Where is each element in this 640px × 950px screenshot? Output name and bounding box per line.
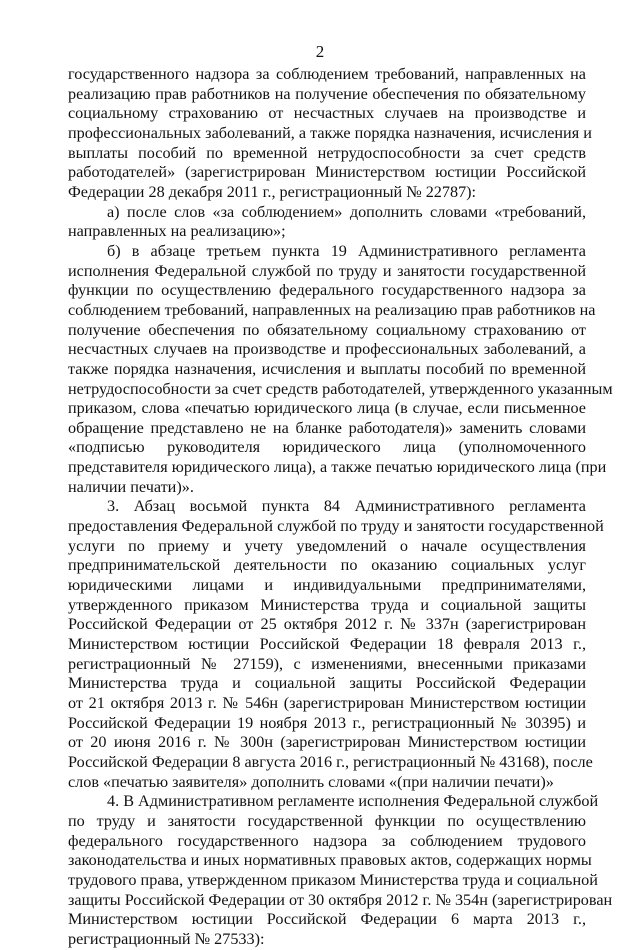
text-line: 3. Абзац восьмой пункта 84 Административного регламента [107,497,586,516]
text-line: услуги по приему и учету уведомлений о начале осуществления [68,536,586,555]
paragraph [68,203,586,242]
text-line: приказом, слова «печатью юридического лица (в случае, если письменное [68,399,586,418]
text-line: слов «печатью заявителя» дополнить словами «(при наличии печати)» [68,772,554,791]
text-line: реализацию прав работников на получение обеспечения по обязательному [68,84,586,103]
text-line: по труду и занятости государственной функции по осуществлению [68,811,586,830]
text-line: функции по осуществлению федерального государственного надзора за [68,281,586,300]
text-line: утвержденного приказом Министерства труда и социальной защиты [68,595,586,614]
text-line: выплаты пособий по временной нетрудоспособности за счет средств [68,143,586,162]
text-line: получение обеспечения по обязательному социальному страхованию от [68,320,586,339]
text-line: направленных на реализацию»; [68,222,286,241]
text-line: представителя юридического лица), а также печатью юридического лица (при [68,458,607,477]
text-line: Российской Федерации от 25 октября 2012 г. № 337н (зарегистрирован [68,615,586,634]
paragraph [68,497,604,792]
text-line: федерального государственного надзора за соблюдением трудового [68,831,586,850]
text-line: Российской Федерации 8 августа 2016 г., регистрационный № 43168), после [68,752,593,771]
text-line: от 20 июня 2016 г. № 300н (зарегистрирован Министерством юстиции [68,733,586,752]
text-line: регистрационный № 27533): [68,929,265,948]
text-line: трудового права, утвержденном приказом Министерства труда и социальной [68,870,598,889]
paragraph [68,65,592,203]
text-line: защиты Российской Федерации от 30 октября 2012 г. № 354н (зарегистрирован [68,890,613,909]
text-line: обращение представлено не на бланке работодателя)» заменить словами [68,418,586,437]
text-line: «подписью руководителя юридического лица (уполномоченного [68,438,586,457]
text-line: 4. В Административном регламенте исполнения Федеральной службой [107,792,599,811]
text-line: исполнения Федеральной службой по труду и занятости государственной [68,261,586,280]
text-line: законодательства и иных нормативных правовых актов, содержащих нормы [68,851,592,870]
paragraph [68,792,613,949]
text-line: регистрационный № 27159), с изменениями, внесенными приказами [68,654,586,673]
text-line: Министерством юстиции Российской Федерации 18 февраля 2013 г., [68,635,586,654]
text-line: б) в абзаце третьем пункта 19 Административного регламента [107,241,586,260]
text-line: Федерации 28 декабря 2011 г., регистрационный № 22787): [68,182,477,201]
text-line: несчастных случаев на производстве и профессиональных заболеваний, а [68,340,586,359]
document-body [68,65,613,950]
text-line: соблюдением требований, направленных на реализацию прав работников на [68,300,596,319]
text-line: от 21 октября 2013 г. № 546н (зарегистрирован Министерством юстиции [68,694,586,712]
text-line: работодателей» (зарегистрирован Министерством юстиции Российской [68,163,586,182]
text-line: государственного надзора за соблюдением требований, направленных на [68,65,586,83]
text-line: социальному страхованию от несчастных случаев на производстве и [68,104,586,123]
page-number: 2 [315,42,325,61]
text-line: предоставления Федеральной службой по труду и занятости государственной [68,517,604,536]
text-line: также порядка назначения, исчисления и выплаты пособий по временной [68,359,586,378]
text-line: Российской Федерации 19 ноября 2013 г., регистрационный № 30395) и [68,713,586,732]
text-line: Министерства труда и социальной защиты Российской Федерации [68,674,586,693]
text-line: Министерством юстиции Российской Федерации 6 марта 2013 г., [68,910,586,929]
paragraph [68,241,613,498]
text-line: предпринимательской деятельности по оказанию социальных услуг [68,556,586,575]
text-line: наличии печати)». [68,477,194,496]
text-line: нетрудоспособности за счет средств работодателей, утвержденного указанным [68,379,613,398]
text-line: а) после слов «за соблюдением» дополнить словами «требований, [107,202,586,221]
text-line: профессиональных заболеваний, а также порядка назначения, исчисления и [68,123,592,142]
text-line: юридическими лицами и индивидуальными предпринимателями, [68,576,586,595]
